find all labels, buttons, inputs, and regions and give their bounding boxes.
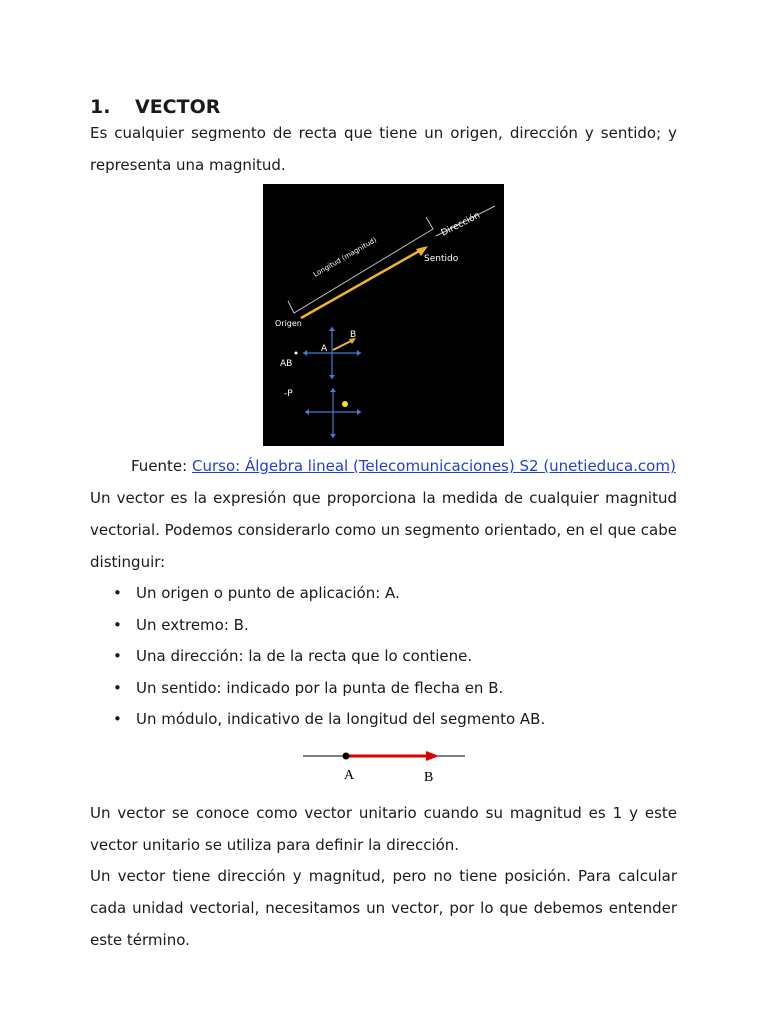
ab-vector-svg [300,745,470,787]
bullet-icon: • [113,647,122,666]
list-item: • Una dirección: la de la recta que lo contiene. [90,641,677,673]
label-b: B [350,330,357,340]
ab-arrowhead [426,751,439,761]
ab-label-b: B [424,770,434,785]
label-sentido: Sentido [424,254,459,264]
intro-paragraph: Es cualquier segmento de recta que tiene un origen, dirección y sentido; y representa una magnitud. [90,124,677,174]
label-longitud: Longitud (magnitud) [312,235,379,279]
vector-properties-list [90,578,677,736]
bullet-icon: • [113,710,122,729]
label-ab: AB [280,359,293,369]
vector-position-paragraph: Un vector tiene dirección y magnitud, pero no tiene posición. Para calcular cada unidad vectorial, necesitamos un vector, por lo que debemos entender este término. [90,867,677,949]
axis-arrow [329,375,335,379]
ab-label-a: A [344,768,355,783]
axis-arrow [303,350,307,356]
label-a: A [321,344,328,354]
ab-origin-point [343,753,350,760]
list-item: • Un extremo: B. [90,610,677,642]
label-p: -P [284,389,293,399]
bullet-icon: • [113,678,122,697]
main-vector [301,250,421,318]
source-link[interactable]: Curso: Álgebra lineal (Telecomunicaciones) S2 (unetieduca.com) [191,457,676,475]
point-p [342,401,348,407]
magnitude-bracket [288,217,433,313]
ab-vector-diagram [300,745,470,791]
bullet-icon: • [113,615,122,634]
axis-arrow [357,350,361,356]
unit-vector-paragraph: Un vector se conoce como vector unitario cuando su magnitud es 1 y este vector unitario se utiliza para definir la dirección. [90,804,677,854]
section-title: VECTOR [135,96,221,118]
axis-arrow [305,409,309,415]
caption-prefix: Fuente: [131,457,192,475]
axis-arrow [330,388,336,392]
axis-arrow [357,409,361,415]
vector-figure [263,184,504,446]
label-origen: Origen [275,319,302,328]
definition-paragraph: Un vector es la expresión que proporciona la medida de cualquier magnitud vectorial. Podemos considerarlo como un segmento orientado, en el que cabe distinguir: [90,489,677,571]
label-direccion: Dirección [439,210,482,239]
bullet-icon: • [113,584,122,602]
section-number: 1. [90,96,111,118]
list-item: • Un origen o punto de aplicación: A. [90,578,677,610]
vector-illustration [263,184,504,446]
list-item: • Un sentido: indicado por la punta de flecha en B. [90,673,677,705]
ab-vector [333,340,353,350]
axis-arrow [329,327,335,331]
list-item: • Un módulo, indicativo de la longitud del segmento AB. [90,704,677,736]
figure-caption [131,454,676,478]
ab-point [295,352,298,355]
section-heading [90,96,220,118]
axis-arrow [330,434,336,438]
